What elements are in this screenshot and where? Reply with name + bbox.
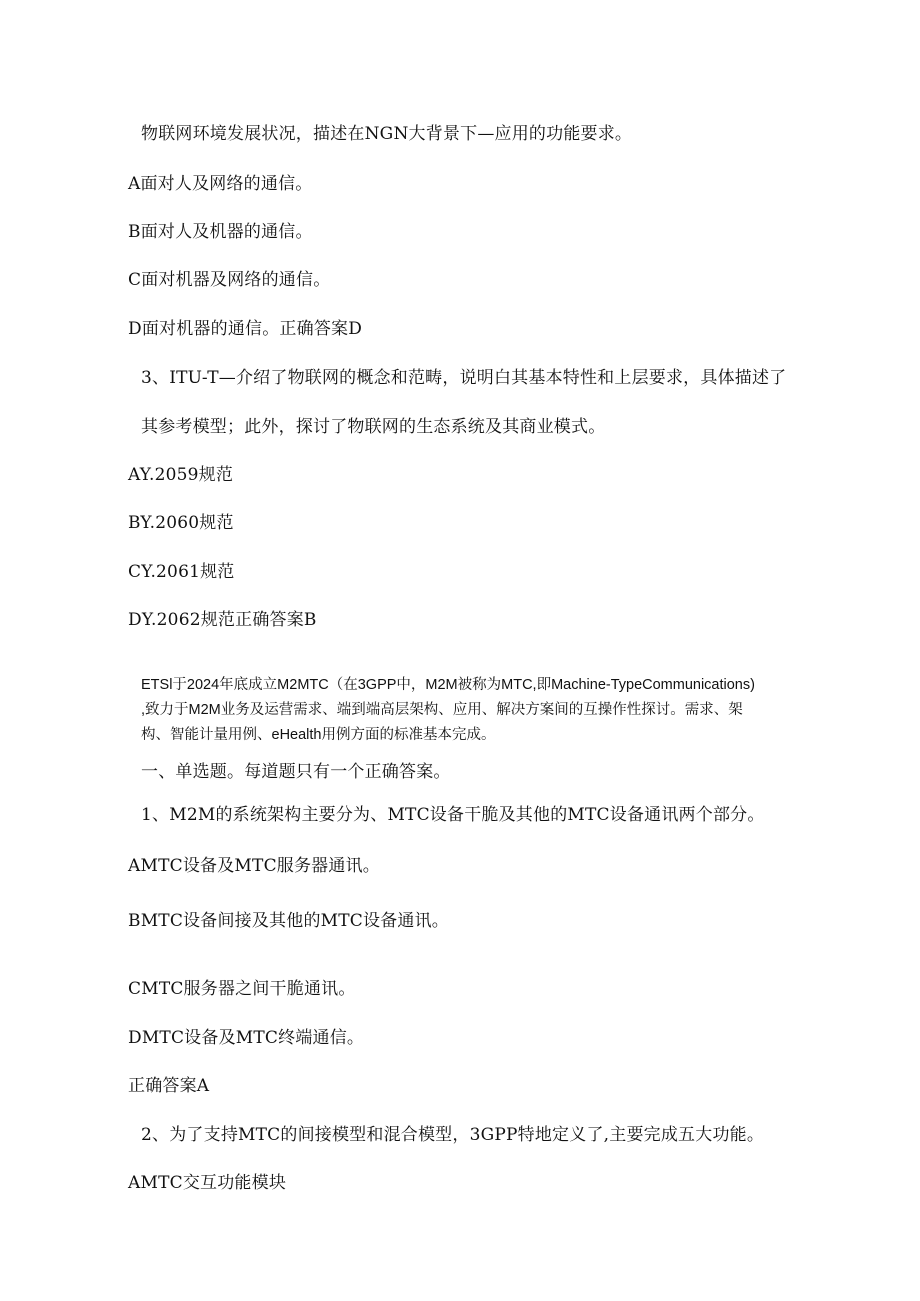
option-d-answer: D面对机器的通信。正确答案D bbox=[128, 319, 363, 339]
option-c: CMTC服务器之间干脆通讯。 bbox=[128, 979, 356, 999]
option-d-answer: DY.2062规范正确答案B bbox=[128, 610, 317, 630]
answer-line: 正确答案A bbox=[128, 1076, 210, 1096]
option-c: CY.2061规范 bbox=[128, 562, 235, 582]
question-3-continuation: 其参考模型；此外，探讨了物联网的生态系统及其商业模式。 bbox=[141, 417, 606, 437]
option-a: AMTC交互功能模块 bbox=[128, 1173, 287, 1193]
intro-question-text: 物联网环境发展状况，描述在NGN大背景下—应用的功能要求。 bbox=[141, 124, 633, 144]
option-b: B面对人及机器的通信。 bbox=[128, 222, 313, 242]
section-heading: 一、单选题。每道题只有一个正确答案。 bbox=[141, 762, 451, 782]
question-2-text: 2、为了支持MTC的间接模型和混合模型，3GPP特地定义了,主要完成五大功能。 bbox=[141, 1125, 765, 1145]
option-a: AY.2059规范 bbox=[128, 465, 234, 485]
question-3-text: 3、ITU-T—介绍了物联网的概念和范畴，说明白其基本特性和上层要求，具体描述了 bbox=[141, 368, 787, 388]
option-c: C面对机器及网络的通信。 bbox=[128, 270, 331, 290]
etsi-paragraph-line-3: 构、智能计量用例、eHealth用例方面的标准基本完成。 bbox=[141, 727, 496, 743]
option-b: BMTC设备间接及其他的MTC设备通讯。 bbox=[128, 911, 449, 931]
question-1-text: 1、M2M的系统架构主要分为、MTC设备干脆及其他的MTC设备通讯两个部分。 bbox=[141, 805, 765, 825]
option-b: BY.2060规范 bbox=[128, 513, 234, 533]
option-a: AMTC设备及MTC服务器通讯。 bbox=[128, 856, 380, 876]
option-a: A面对人及网络的通信。 bbox=[128, 174, 313, 194]
etsi-paragraph-line-1: ETSl于2024年底成立M2MTC（在3GPP中，M2M被称为MTC,即Machine-TypeCommunications) bbox=[141, 677, 755, 693]
option-d: DMTC设备及MTC终端通信。 bbox=[128, 1028, 365, 1048]
etsi-paragraph-line-2: ,致力于M2M业务及运营需求、端到端高层架构、应用、解决方案间的互操作性探讨。需求、架 bbox=[141, 702, 743, 718]
